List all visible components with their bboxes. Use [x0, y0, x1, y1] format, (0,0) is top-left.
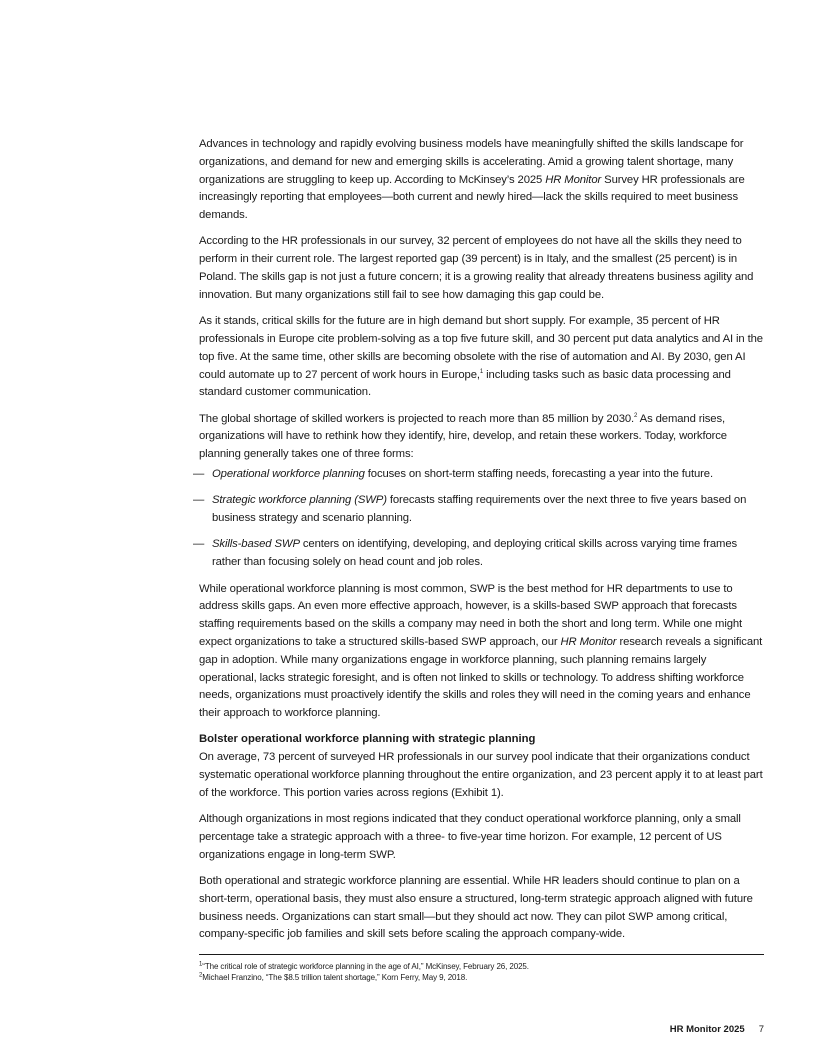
article-body: [193, 136, 764, 953]
bullet-operational: — Operational workforce planning focuses on short-term staffing needs, forecasting a year into the future.: [193, 466, 764, 484]
dash-marker: —: [193, 468, 205, 481]
footnote-ref-1[interactable]: 1: [479, 368, 484, 375]
footnote-ref-2[interactable]: 2: [634, 412, 638, 419]
paragraph-both-essential: Both operational and strategic workforce planning are essential. While HR leaders should continue to plan on a short-term, operational basis, they must also ensure a structured, long-term strategic approach aligned with future business needs. Organizations can start small—but they should act now. They can pilot SWP among critical, company-specific job families and skill sets before scaling the approach company-wide.: [199, 874, 753, 941]
paragraph-survey-average: On average, 73 percent of surveyed HR professionals in our survey pool indicate that their organizations conduct systematic operational workforce planning throughout the entire organization, and 23 percent apply it to at least part of the workforce. This portion varies across regions (Exhibit 1).: [199, 751, 763, 799]
footnote-1: $^1$“The critical role of strategic workforce planning in the age of AI,” McKinsey, February 26, 2025.: [199, 961, 529, 971]
paragraph-intro: Advances in technology and rapidly evolving business models have meaningfully shifted the skills landscape for organizations, and demand for new and emerging skills is accelerating. Amid a growing talent shortage, many organizations are struggling to keep up. According to McKinsey’s 2025 HR Monitor Survey HR professionals are increasingly reporting that employees—both current and newly hired—lack the skills required to meet business demands.: [199, 138, 745, 222]
bullet-strategic: — Strategic workforce planning (SWP) forecasts staffing requirements over the next three to five years based on business strategy and scenario planning.: [193, 494, 747, 525]
paragraph-critical-skills: As it stands, critical skills for the future are in high demand but short supply. For example, 35 percent of HR professionals in Europe cite problem-solving as a top five future skill, and 30 percent put data analytics and AI in the top five. At the same time, other skills are becoming obsolete with the rise of automation and AI. By 2030, gen AI could automate up to 27 percent of work hours in Europe,$^1$ including tasks such as basic data processing and standard customer communication.: [199, 315, 763, 399]
publication-name: HR Monitor 2025: [669, 1024, 745, 1035]
dash-marker: —: [193, 494, 205, 507]
paragraph-regions: Although organizations in most regions indicated that they conduct operational workforce planning, only a small percentage take a strategic approach with a three- to five-year time horizon. For example, 12 percent of US organizations engage in long-term SWP.: [199, 813, 741, 861]
paragraph-skills-gap: According to the HR professionals in our survey, 32 percent of employees do not have all the skills they need to perform in their current role. The largest reported gap (39 percent) is in Italy, and the smallest (25 percent) is in Poland. The skills gap is not just a future concern; it is a growing reality that already threatens business agility and innovation. But many organizations still fail to see how damaging this gap could be.: [199, 235, 754, 301]
footnote-2: $^2$Michael Franzino, “The $8.5 trillion talent shortage,” Korn Ferry, May 9, 2018.: [199, 971, 468, 982]
hr-monitor-title: HR Monitor: [545, 173, 602, 186]
page-footer: [670, 1024, 764, 1035]
page-number: 7: [758, 1024, 764, 1035]
footnotes: [199, 954, 764, 983]
dash-marker: —: [193, 538, 205, 551]
bullet-skills-based: — Skills-based SWP centers on identifying, developing, and deploying critical skills across varying time frames rather than focusing solely on head count and job roles.: [193, 538, 738, 569]
hr-monitor-title: HR Monitor: [560, 635, 617, 648]
section-heading: Bolster operational workforce planning with strategic planning: [199, 733, 536, 746]
paragraph-global-shortage: The global shortage of skilled workers is projected to reach more than 85 million by 2030.$^2$ As demand rises, organizations will have to rethink how they identify, hire, develop, and retain these workers. Today, workforce planning generally takes one of three forms:: [199, 412, 727, 461]
paragraph-operational-common: While operational workforce planning is most common, SWP is the best method for HR departments to use to address skills gaps. An even more effective approach, however, is a skills-based SWP approach that forecasts staffing requirements based on the skills a company may need in both the short and long term. While one might expect organizations to take a structured skills-based SWP approach, our HR Monitor research reveals a significant gap in adoption. While many organizations engage in workforce planning, such planning remains largely operational, lacks strategic foresight, and is often not linked to skills or technology. To address shifting workforce needs, organizations must proactively identify the skills and roles they will need in the coming years and enhance their approach to workforce planning.: [199, 582, 763, 720]
